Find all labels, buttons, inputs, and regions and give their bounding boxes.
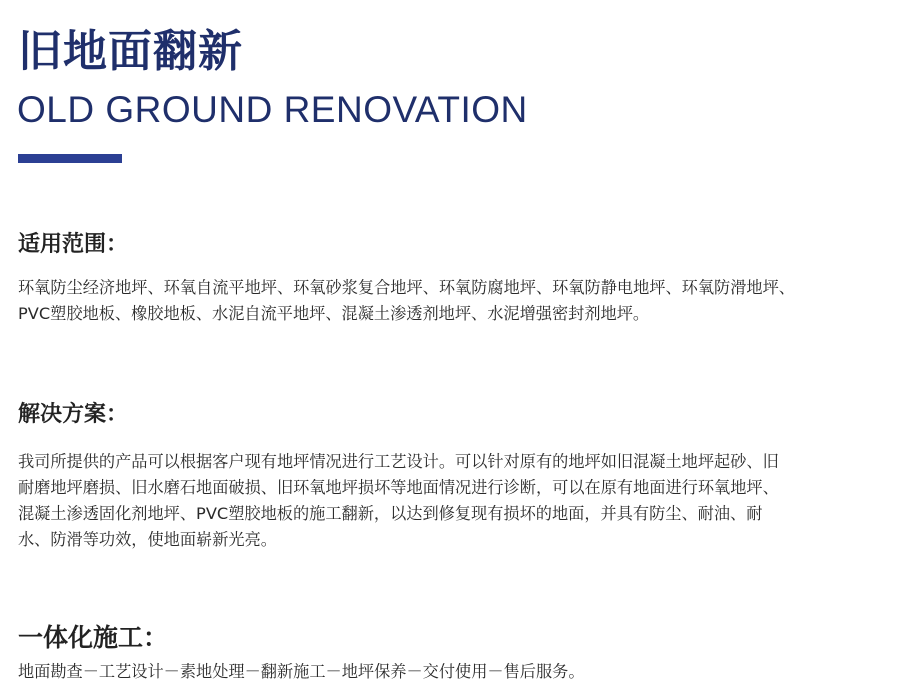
solution-line: 混凝土渗透固化剂地坪、PVC塑胶地板的施工翻新，以达到修复现有损坏的地面，并具有防尘、耐油、耐: [18, 504, 763, 523]
scope-body: [18, 275, 890, 327]
solution-line: 水、防滑等功效，使地面崭新光亮。: [18, 530, 277, 549]
integrated-construction-body: [18, 659, 890, 685]
scope-heading: 适用范围：: [18, 232, 129, 257]
solution-line: 我司所提供的产品可以根据客户现有地坪情况进行工艺设计。可以针对原有的地坪如旧混凝土地坪起砂、旧: [18, 452, 779, 471]
page-title: 旧地面翻新: [18, 26, 243, 77]
integrated-construction-heading: 一体化施工：: [18, 623, 169, 652]
page-subtitle-english: OLD GROUND RENOVATION: [17, 89, 528, 130]
title-underline-bar: [18, 154, 122, 163]
solution-body: [18, 449, 890, 553]
scope-line: 环氧防尘经济地坪、环氧自流平地坪、环氧砂浆复合地坪、环氧防腐地坪、环氧防静电地坪、环氧防滑地坪、: [18, 278, 795, 297]
solution-heading: 解决方案：: [18, 402, 129, 427]
solution-line: 耐磨地坪磨损、旧水磨石地面破损、旧环氧地坪损坏等地面情况进行诊断，可以在原有地面进行环氧地坪、: [18, 478, 779, 497]
scope-line: PVC塑胶地板、橡胶地板、水泥自流平地坪、混凝土渗透剂地坪、水泥增强密封剂地坪。: [18, 304, 650, 323]
integrated-construction-line: 地面勘查－工艺设计－素地处理－翻新施工－地坪保养－交付使用－售后服务。: [18, 662, 585, 681]
